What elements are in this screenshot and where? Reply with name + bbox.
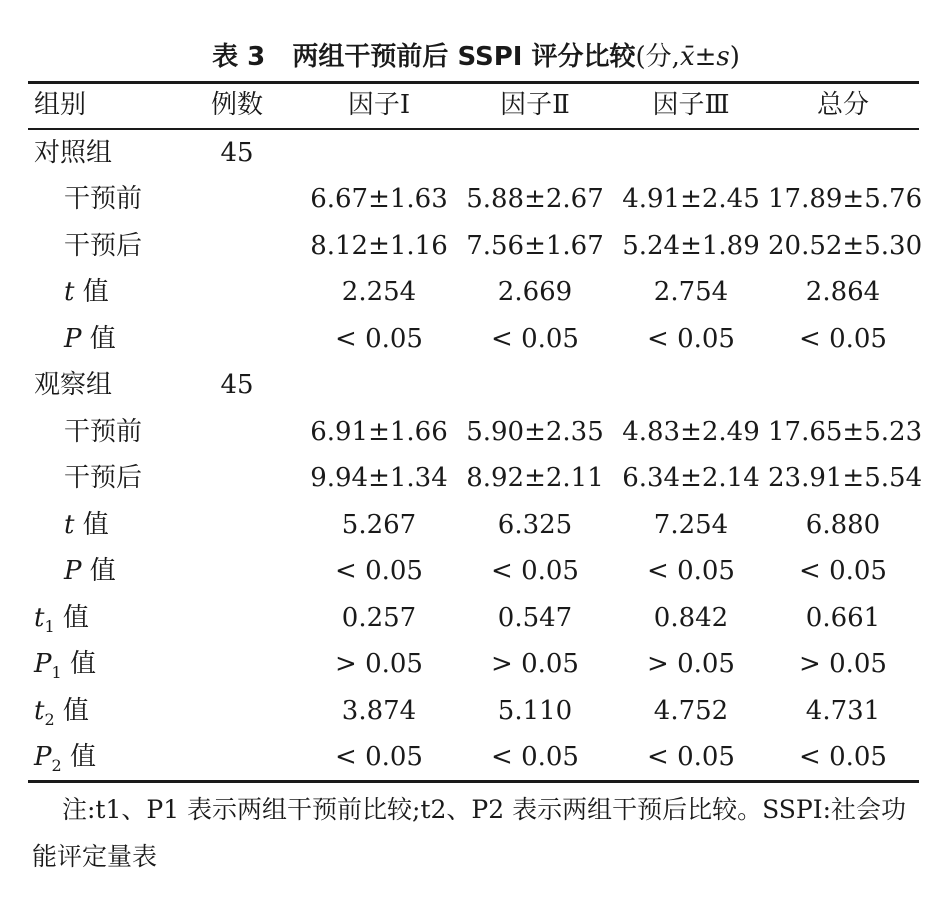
factor1-cell: 3.874 bbox=[341, 695, 417, 726]
total-cell: < 0.05 bbox=[799, 323, 887, 354]
row-label: t 值 bbox=[64, 509, 109, 540]
table-row bbox=[28, 455, 923, 502]
total-cell: 17.65±5.23 bbox=[768, 416, 923, 447]
factor1-cell: 2.254 bbox=[341, 277, 417, 307]
table-row bbox=[28, 176, 923, 223]
row-label: $t_1$ 值 bbox=[34, 602, 89, 636]
factor2-cell: 2.669 bbox=[497, 277, 573, 307]
table-row bbox=[28, 595, 919, 642]
row-label: 观察组 bbox=[34, 370, 113, 400]
col-header-factor3: 因子Ⅲ bbox=[652, 90, 730, 120]
factor1-cell: 5.267 bbox=[341, 509, 417, 540]
factor3-cell: < 0.05 bbox=[647, 556, 735, 586]
table-row bbox=[28, 502, 919, 549]
row-count: 45 bbox=[220, 137, 254, 168]
table-note: 注:t1、P1 表示两组干预前比较;t2、P2 表示两组干预后比较。SSPI:社会功能评定量表 bbox=[32, 795, 907, 871]
table-row bbox=[28, 548, 919, 595]
factor2-cell: < 0.05 bbox=[491, 556, 579, 586]
factor2-cell: 6.325 bbox=[497, 509, 573, 540]
factor3-cell: 4.91±2.45 bbox=[622, 184, 760, 214]
factor3-cell: 4.752 bbox=[653, 695, 729, 726]
sspi-table bbox=[28, 84, 923, 781]
table-row bbox=[28, 641, 919, 688]
col-header-factor1: 因子Ⅰ bbox=[347, 90, 411, 120]
factor2-cell: 5.110 bbox=[497, 695, 573, 726]
factor2-cell: 7.56±1.67 bbox=[466, 230, 604, 261]
factor2-cell: 5.90±2.35 bbox=[466, 416, 604, 447]
factor1-cell: 8.12±1.16 bbox=[310, 230, 448, 261]
factor1-cell: 9.94±1.34 bbox=[310, 463, 448, 493]
row-label: $P_2$ 值 bbox=[34, 742, 96, 776]
factor1-cell: > 0.05 bbox=[335, 649, 423, 679]
table-row bbox=[28, 269, 919, 316]
total-cell: < 0.05 bbox=[799, 556, 887, 586]
total-cell: 6.880 bbox=[805, 509, 881, 540]
factor3-cell: 6.34±2.14 bbox=[622, 463, 760, 493]
factor1-cell: < 0.05 bbox=[335, 556, 423, 586]
factor1-cell: < 0.05 bbox=[335, 742, 423, 772]
row-label: 干预前 bbox=[64, 416, 143, 447]
table-row bbox=[28, 688, 919, 735]
factor2-cell: 5.88±2.67 bbox=[466, 184, 604, 214]
factor2-cell: 8.92±2.11 bbox=[466, 463, 604, 493]
table-row bbox=[28, 409, 923, 456]
factor1-cell: 6.67±1.63 bbox=[310, 184, 448, 214]
row-label: P 值 bbox=[64, 323, 116, 354]
factor1-cell: 0.257 bbox=[341, 602, 417, 633]
row-label: 干预后 bbox=[64, 463, 143, 493]
row-label: $t_2$ 值 bbox=[34, 695, 89, 729]
row-label: $P_1$ 值 bbox=[34, 649, 96, 683]
total-cell: 20.52±5.30 bbox=[768, 230, 923, 261]
factor1-cell: 6.91±1.66 bbox=[310, 416, 448, 447]
total-cell: 2.864 bbox=[805, 277, 881, 307]
col-header-count: 例数 bbox=[210, 90, 263, 120]
row-label: 干预后 bbox=[64, 230, 143, 261]
total-cell: > 0.05 bbox=[799, 649, 887, 679]
total-cell: 23.91±5.54 bbox=[768, 463, 923, 493]
factor2-cell: < 0.05 bbox=[491, 742, 579, 772]
table-body bbox=[28, 130, 923, 781]
table-unit: (分,x̄±s) bbox=[635, 42, 740, 72]
factor2-cell: > 0.05 bbox=[491, 649, 579, 679]
table-row bbox=[28, 734, 919, 781]
table-number: 表 3 bbox=[212, 42, 266, 72]
table-row bbox=[28, 316, 919, 363]
row-label: 干预前 bbox=[64, 184, 143, 214]
factor1-cell: < 0.05 bbox=[335, 323, 423, 354]
total-cell: 4.731 bbox=[805, 695, 881, 726]
total-cell: 0.661 bbox=[805, 602, 881, 633]
total-cell: 17.89±5.76 bbox=[768, 184, 923, 214]
table-title: 两组干预前后 SSPI 评分比较 bbox=[292, 42, 636, 72]
factor2-cell: < 0.05 bbox=[491, 323, 579, 354]
col-header-group: 组别 bbox=[34, 90, 87, 120]
table-row bbox=[28, 130, 919, 177]
factor3-cell: < 0.05 bbox=[647, 742, 735, 772]
row-label: P 值 bbox=[64, 556, 116, 586]
col-header-total: 总分 bbox=[816, 90, 869, 120]
col-header-factor2: 因子Ⅱ bbox=[500, 90, 570, 120]
row-label: t 值 bbox=[64, 277, 109, 307]
total-cell: < 0.05 bbox=[799, 742, 887, 772]
table-row bbox=[28, 362, 919, 409]
factor3-cell: 4.83±2.49 bbox=[622, 416, 760, 447]
factor3-cell: 5.24±1.89 bbox=[622, 230, 760, 261]
factor3-cell: 2.754 bbox=[653, 277, 729, 307]
table-caption bbox=[0, 40, 952, 74]
factor3-cell: < 0.05 bbox=[647, 323, 735, 354]
factor3-cell: 7.254 bbox=[653, 509, 729, 540]
row-label: 对照组 bbox=[34, 137, 113, 168]
factor2-cell: 0.547 bbox=[497, 602, 573, 633]
factor3-cell: 0.842 bbox=[653, 602, 729, 633]
table-row bbox=[28, 223, 923, 270]
table-header-row bbox=[28, 84, 919, 128]
row-count: 45 bbox=[220, 370, 254, 400]
factor3-cell: > 0.05 bbox=[647, 649, 735, 679]
